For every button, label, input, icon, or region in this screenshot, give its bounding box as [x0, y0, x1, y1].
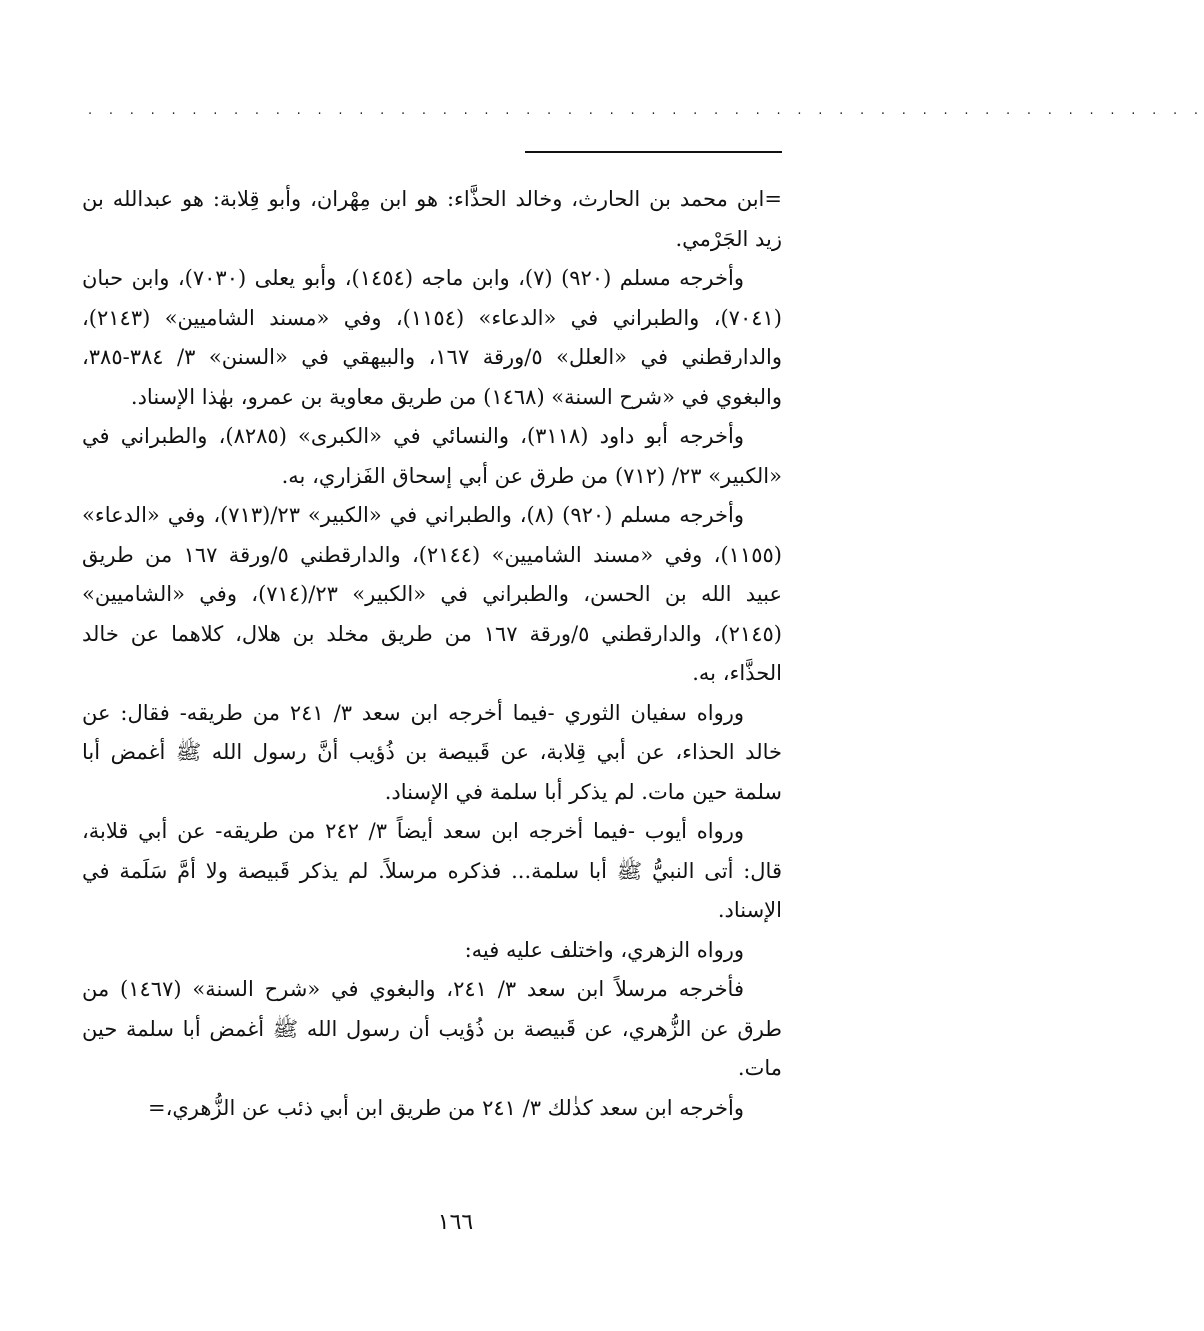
page-number: ١٦٦	[437, 1210, 474, 1235]
footnote-paragraph-5: ورواه سفيان الثوري -فيما أخرجه ابن سعد ٣/ ٢٤١ من طريقه- فقال: عن خالد الحذاء، عن أبي قِلابة، عن قَبيصة بن ذُؤيب أنَّ رسول الله ﷺ أغمض أبا سلمة حين مات. لم يذكر أبا سلمة في الإسناد.	[82, 700, 782, 804]
footnote-paragraph-1: =ابن محمد بن الحارث، وخالد الحذَّاء: هو ابن مِهْران، وأبو قِلابة: هو عبدالله بن زيد الجَرْمي.	[82, 187, 782, 251]
separator-dots: . . . . . . . . . . . . . . . . . . . . . . . . . . . . . . . . . . . . . . . . . . . . . . . . . . . . . .	[88, 103, 1204, 118]
footnote-paragraph-2: وأخرجه مسلم (٩٢٠) (٧)، وابن ماجه (١٤٥٤)، وأبو يعلى (٧٠٣٠)، وابن حبان (٧٠٤١)، والطبراني في «الدعاء» (١١٥٤)، وفي «مسند الشاميين» (٢١٤٣)، والدارقطني في «العلل» ٥/ورقة ١٦٧، والبيهقي في «السنن» ٣/ ٣٨٤-٣٨٥، والبغوي في «شرح السنة» (١٤٦٨) من طريق معاوية بن عمرو، بهٰذا الإسناد.	[82, 266, 782, 409]
footnote-paragraph-8: فأخرجه مرسلاً ابن سعد ٣/ ٢٤١، والبغوي في «شرح السنة» (١٤٦٧) من طرق عن الزُّهري، عن قَبيصة بن ذُؤيب أن رسول الله ﷺ أغمض أبا سلمة حين مات.	[82, 977, 782, 1080]
footnote-paragraph-7: ورواه الزهري، واختلف عليه فيه:	[464, 937, 744, 962]
footnote-paragraph-4: وأخرجه مسلم (٩٢٠) (٨)، والطبراني في «الكبير» ٢٣/(٧١٣)، وفي «الدعاء» (١١٥٥)، وفي «مسند الشاميين» (٢١٤٤)، والدارقطني ٥/ورقة ١٦٧ من طريق عبيد الله بن الحسن، والطبراني في «الكبير» ٢٣/(٧١٤)، وفي «الشاميين» (٢١٤٥)، والدارقطني ٥/ورقة ١٦٧ من طريق مخلد بن هلال، كلاهما عن خالد الحذَّاء، به.	[82, 503, 782, 685]
footnote-paragraph-6: ورواه أيوب -فيما أخرجه ابن سعد أيضاً ٣/ ٢٤٢ من طريقه- عن أبي قلابة، قال: أتى النبيُّ ﷺ أبا سلمة... فذكره مرسلاً. لم يذكر قَبيصة ولا أمَّ سَلَمة في الإسناد.	[82, 819, 782, 922]
footnote-paragraph-9: وأخرجه ابن سعد كذٰلك ٣/ ٢٤١ من طريق ابن أبي ذئب عن الزُّهري،=	[147, 1095, 744, 1120]
footnote-rule	[525, 151, 782, 153]
footnote-text	[82, 180, 782, 1128]
footnote-paragraph-3: وأخرجه أبو داود (٣١١٨)، والنسائي في «الكبرى» (٨٢٨٥)، والطبراني في «الكبير» ٢٣/ (٧١٢) من طرق عن أبي إسحاق الفَزاري، به.	[82, 424, 782, 488]
